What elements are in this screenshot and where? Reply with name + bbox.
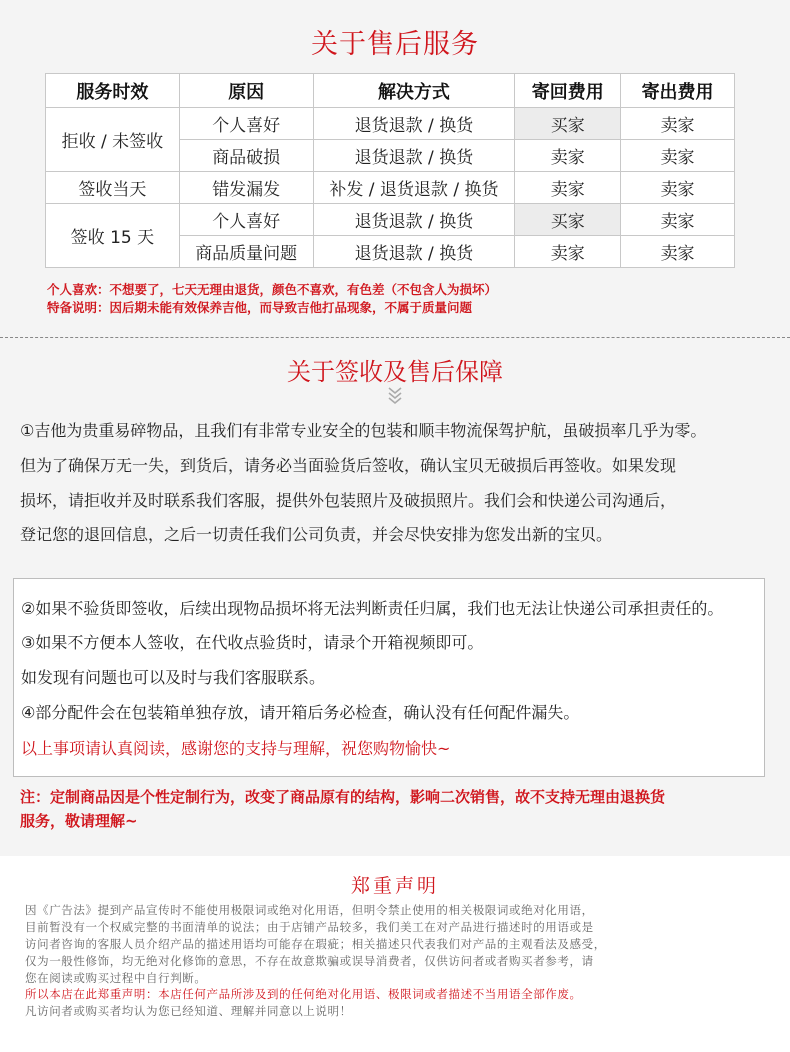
declaration-line: 仅为一般性修饰，均无绝对化修饰的意思，不存在故意欺骗或误导消费者，仅供访问者或者购买者参考，请 bbox=[25, 954, 594, 968]
reason-cell: 商品破损 bbox=[179, 140, 313, 172]
reason-cell: 错发漏发 bbox=[179, 172, 313, 204]
note-personal-preference: 个人喜欢：不想要了，七天无理由退货，颜色不喜欢，有色差（不包含人为损坏） bbox=[47, 282, 498, 297]
period-cell: 拒收 / 未签收 bbox=[46, 108, 180, 172]
section-divider bbox=[0, 337, 790, 338]
period-cell: 签收当天 bbox=[46, 172, 180, 204]
notice-closing: 以上事项请认真阅读，感谢您的支持与理解，祝您购物愉快~ bbox=[21, 739, 451, 758]
return-fee-cell: 卖家 bbox=[515, 172, 621, 204]
declaration-panel bbox=[0, 856, 790, 1052]
reason-cell: 个人喜好 bbox=[179, 204, 313, 236]
declaration-line: 目前暂没有一个权威完整的书面清单的说法；由于店铺产品较多，我们美工在对产品进行描述时的用语或是 bbox=[25, 920, 594, 934]
custom-product-warning: 注：定制商品因是个性定制行为，改变了商品原有的结构，影响二次销售，故不支持无理由退换货 bbox=[20, 788, 666, 806]
ship-fee-cell: 卖家 bbox=[621, 236, 735, 268]
ship-fee-cell: 卖家 bbox=[621, 204, 735, 236]
reason-cell: 个人喜好 bbox=[179, 108, 313, 140]
declaration-line: 凡访问者或购买者均认为您已经知道、理解并同意以上说明！ bbox=[25, 1004, 352, 1018]
table-row bbox=[46, 108, 735, 140]
after-sales-table bbox=[45, 73, 735, 268]
guarantee-paragraph-line: 登记您的退回信息，之后一切责任我们公司负责，并会尽快安排为您发出新的宝贝。 bbox=[20, 525, 613, 544]
solution-cell: 退货退款 / 换货 bbox=[313, 236, 515, 268]
after-sales-title: 关于售后服务 bbox=[311, 29, 479, 60]
note-special: 特备说明：因后期未能有效保养吉他，而导致吉他打品现象，不属于质量问题 bbox=[47, 300, 473, 315]
guarantee-paragraph-line: ①吉他为贵重易碎物品，且我们有非常专业安全的包装和顺丰物流保驾护航，虽破损率几乎为零。 bbox=[20, 421, 707, 440]
table-row bbox=[46, 172, 735, 204]
notice-line: 如发现有问题也可以及时与我们客服联系。 bbox=[21, 668, 326, 687]
ship-fee-cell: 卖家 bbox=[621, 140, 735, 172]
solution-cell: 退货退款 / 换货 bbox=[313, 140, 515, 172]
custom-product-warning: 服务，敬请理解~ bbox=[20, 812, 138, 830]
ship-fee-cell: 卖家 bbox=[621, 108, 735, 140]
header-ship-fee: 寄出费用 bbox=[621, 74, 735, 108]
guarantee-paragraph-line: 损坏，请拒收并及时联系我们客服，提供外包装照片及破损照片。我们会和快递公司沟通后， bbox=[20, 491, 677, 510]
table-header-row bbox=[46, 74, 735, 108]
header-reason: 原因 bbox=[179, 74, 313, 108]
notice-line: ④部分配件会在包装箱单独存放，请开箱后务必检查，确认没有任何配件漏失。 bbox=[21, 703, 580, 722]
solution-cell: 补发 / 退货退款 / 换货 bbox=[313, 172, 515, 204]
declaration-line: 因《广告法》提到产品宣传时不能使用极限词或绝对化用语，但明令禁止使用的相关极限词或绝对化用语， bbox=[25, 903, 594, 917]
guarantee-title: 关于签收及售后保障 bbox=[287, 358, 503, 386]
chevron-down-icon bbox=[387, 386, 403, 406]
notice-line: ③如果不方便本人签收，在代收点验货时，请录个开箱视频即可。 bbox=[21, 633, 484, 652]
return-fee-cell: 卖家 bbox=[515, 236, 621, 268]
return-fee-cell: 卖家 bbox=[515, 140, 621, 172]
guarantee-paragraph-line: 但为了确保万无一失，到货后，请务必当面验货后签收，确认宝贝无破损后再签收。如果发现 bbox=[20, 456, 677, 475]
return-fee-cell: 买家 bbox=[515, 108, 621, 140]
solution-cell: 退货退款 / 换货 bbox=[313, 108, 515, 140]
table-row bbox=[46, 204, 735, 236]
declaration-title: 郑重声明 bbox=[350, 875, 439, 897]
return-fee-cell: 买家 bbox=[515, 204, 621, 236]
notice-box bbox=[13, 578, 765, 777]
declaration-line: 访问者咨询的客服人员介绍产品的描述用语均可能存在瑕疵；相关描述只代表我们对产品的主观看法及感受， bbox=[25, 937, 606, 951]
period-cell: 签收 15 天 bbox=[46, 204, 180, 268]
ship-fee-cell: 卖家 bbox=[621, 172, 735, 204]
header-solution: 解决方式 bbox=[313, 74, 515, 108]
header-return-fee: 寄回费用 bbox=[515, 74, 621, 108]
declaration-red-line: 所以本店在此郑重声明：本店任何产品所涉及到的任何绝对化用语、极限词或者描述不当用语全部作废。 bbox=[25, 987, 582, 1001]
declaration-line: 您在阅读或购买过程中自行判断。 bbox=[25, 971, 207, 985]
header-period: 服务时效 bbox=[46, 74, 180, 108]
reason-cell: 商品质量问题 bbox=[179, 236, 313, 268]
notice-line: ②如果不验货即签收，后续出现物品损坏将无法判断责任归属，我们也无法让快递公司承担责任的。 bbox=[21, 599, 724, 618]
solution-cell: 退货退款 / 换货 bbox=[313, 204, 515, 236]
